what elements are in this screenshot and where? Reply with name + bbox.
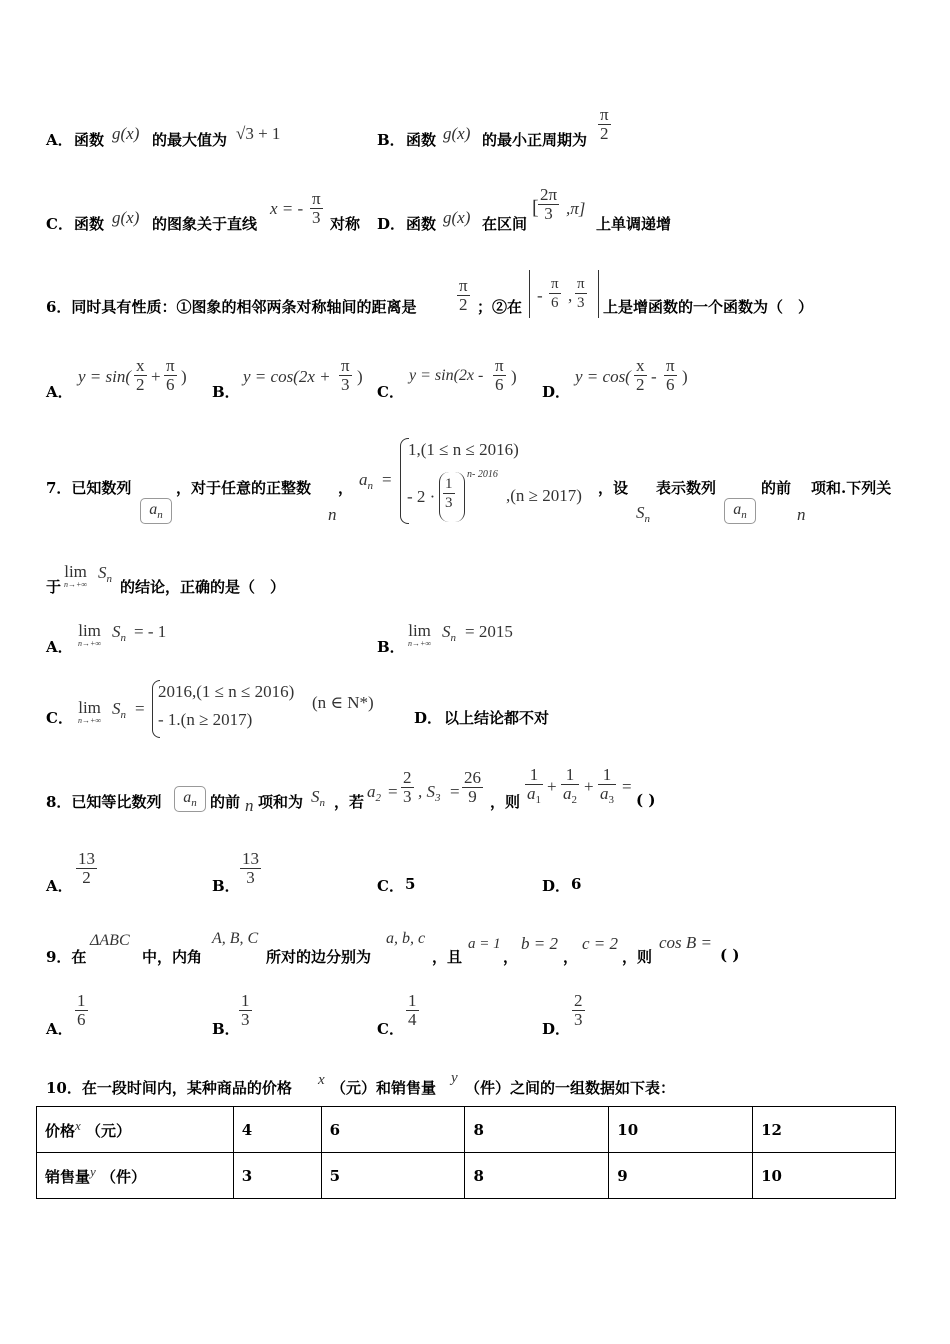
table-row — [37, 1153, 896, 1199]
q7-seq-set: $a_n$ — [140, 498, 172, 524]
q9-b: b = 2 — [521, 934, 558, 953]
q6-a-pre: y = sin( — [78, 367, 132, 386]
row-header-sales: 销售量$^y$ （件） — [37, 1153, 234, 1199]
table-cell: 8 — [465, 1153, 609, 1199]
q8-S3: , $S_3$ — [418, 782, 441, 804]
q9-b-frac: $\frac{1}{3}$ — [241, 991, 250, 1029]
q7-c-tail: (n ∈ N*) — [312, 693, 374, 712]
q7-c-label: C． — [46, 709, 73, 727]
q9-comma1: ， — [503, 948, 519, 966]
q8-n: n — [245, 796, 254, 815]
q8-c-text: 5 — [405, 875, 416, 893]
q8-eq2: = — [450, 782, 460, 801]
q8-plus2: + — [584, 777, 594, 796]
q8-c-label: C． — [377, 877, 404, 895]
q9-b-label: B． — [212, 1020, 240, 1038]
q7-n: n — [328, 505, 337, 524]
q8-frac1: $\frac{2}{3}$ — [403, 768, 412, 806]
q9-c-label: C． — [377, 1020, 404, 1038]
table-cell: 3 — [233, 1153, 321, 1199]
q6-a-op: + — [151, 367, 161, 386]
q8-S: $S_n$ — [311, 787, 325, 809]
q6-int-comma: , — [568, 286, 573, 305]
q7-text3: ，设 — [598, 479, 629, 497]
q7-case1: 1,(1 ≤ n ≤ 2016) — [408, 440, 519, 459]
q5-a-text2: 的最大值为 — [152, 131, 228, 149]
q6-a-post: ) — [181, 367, 187, 386]
q8-text5: ，则 — [490, 793, 521, 811]
q10-x: x — [318, 1072, 325, 1088]
q7-eq: = — [382, 470, 392, 489]
q7-d-label: D． — [414, 709, 443, 727]
table-cell: 6 — [321, 1107, 465, 1153]
q7-text5: 的前 — [761, 479, 792, 497]
q10-text1: 10．在一段时间内，某种商品的价格 — [46, 1079, 292, 1097]
q5-c-text2: 的图象关于直线 — [152, 215, 258, 233]
q5-b-gx: g(x) — [443, 124, 471, 143]
q5-c-text1: 函数 — [74, 215, 105, 233]
q7-text7: 于 — [46, 578, 62, 596]
q8-d-label: D． — [542, 877, 571, 895]
table-cell: 8 — [465, 1107, 609, 1153]
q7-a-val: = - 1 — [134, 622, 167, 641]
q5-d-gx: g(x) — [443, 208, 471, 227]
q9-text1: 9．在 — [46, 948, 87, 966]
q7-b-S: $S_n$ — [442, 622, 456, 644]
q6-text2: ；②在 — [477, 298, 523, 316]
q5-c-fraction: $\frac{\pi}{3}$ — [312, 189, 321, 227]
q9-text3: 所对的边分别为 — [266, 948, 372, 966]
q8-text6: ( ) — [636, 791, 656, 809]
q7-seq-set-2: $a_n$ — [724, 498, 756, 524]
q6-d-label: D． — [542, 383, 571, 401]
q6-text3: 上是增函数的一个函数为（ ） — [603, 298, 814, 316]
q5-d-text2: 在区间 — [482, 215, 528, 233]
q7-a-lim: lim n→+∞ — [78, 621, 102, 648]
q10-data-table — [36, 1106, 896, 1199]
q8-text1: 8．已知等比数列 — [46, 793, 162, 811]
q7-case2-exp: n- 2016 — [467, 469, 498, 480]
row-header-price: 价格$^x$ （元） — [37, 1107, 234, 1153]
table-cell: 10 — [609, 1107, 753, 1153]
q8-text4: ，若 — [334, 793, 365, 811]
q6-b-pre: y = cos(2x + — [243, 367, 331, 386]
q6-d-op: - — [651, 367, 657, 386]
q7-c-case1: 2016,(1 ≤ n ≤ 2016) — [158, 682, 295, 701]
q9-a-label: A． — [46, 1020, 73, 1038]
q8-d-text: 6 — [571, 875, 582, 893]
q5-a-label: A． — [46, 131, 73, 149]
q7-lim-S: $S_n$ — [98, 563, 112, 585]
q5-a-text1: 函数 — [74, 131, 105, 149]
table-cell: 9 — [609, 1153, 753, 1199]
q5-d-text3: 上单调递增 — [596, 215, 672, 233]
q7-case2b: ,(n ≥ 2017) — [506, 486, 582, 505]
q8-recip1: $\frac{1}{a_1}$ — [527, 765, 541, 806]
q8-eq1: = — [388, 782, 398, 801]
q7-an: $a_n$ — [359, 470, 373, 492]
q7-Sn: $S_n$ — [636, 503, 650, 525]
table-cell: 12 — [753, 1107, 896, 1153]
q9-comma2: ， — [563, 948, 579, 966]
q5-a-math: √3 + 1 — [236, 124, 281, 143]
q5-d-rest: ,π] — [566, 199, 586, 218]
q8-text3: 项和为 — [258, 793, 304, 811]
q5-d-label: D． — [377, 215, 406, 233]
q7-case2a: - 2 · — [407, 487, 436, 506]
q8-plus1: + — [547, 777, 557, 796]
q8-a-label: A． — [46, 877, 73, 895]
table-cell: 10 — [753, 1153, 896, 1199]
q5-c-label: C． — [46, 215, 73, 233]
q10-text2: （元）和销售量 — [331, 1079, 437, 1097]
q7-b-lim: lim n→+∞ — [408, 621, 432, 648]
q9-text4: ，且 — [432, 948, 463, 966]
q5-c-gx: g(x) — [112, 208, 140, 227]
q9-a-frac: $\frac{1}{6}$ — [77, 991, 86, 1029]
q8-recip2: $\frac{1}{a_2}$ — [563, 765, 577, 806]
q7-case2-frac: $\frac{1}{3}$ — [445, 476, 453, 511]
q5-d-text1: 函数 — [406, 215, 437, 233]
q6-d-frac2: $\frac{\pi}{6}$ — [666, 356, 675, 394]
q6-int-frac2: $\frac{\pi}{3}$ — [577, 276, 585, 311]
q6-c-label: C． — [377, 383, 404, 401]
q9-sides: a, b, c — [386, 930, 426, 947]
q9-text6: ( ) — [720, 946, 740, 964]
q6-fraction: $\frac{\pi}{2}$ — [459, 276, 468, 314]
q5-b-label: B． — [377, 131, 405, 149]
q7-c-case2: - 1.(n ≥ 2017) — [158, 710, 253, 729]
q5-c-text3: 对称 — [330, 215, 361, 233]
q5-b-text1: 函数 — [406, 131, 437, 149]
q6-d-pre: y = cos( — [575, 367, 631, 386]
q5-a-gx: g(x) — [112, 124, 140, 143]
q8-seq-set: $a_n$ — [174, 786, 206, 812]
q8-a-frac: $\frac{13}{2}$ — [78, 849, 95, 887]
q7-n-2: n — [797, 505, 806, 524]
q8-recip3: $\frac{1}{a_3}$ — [600, 765, 614, 806]
q6-b-label: B． — [212, 383, 240, 401]
q9-c: c = 2 — [582, 934, 619, 953]
q5-c-xeq: x = - — [270, 199, 304, 218]
q9-c-frac: $\frac{1}{4}$ — [408, 991, 417, 1029]
q7-text6: 项和.下列关 — [811, 479, 892, 497]
q7-a-S: $S_n$ — [112, 622, 126, 644]
q8-text2: 的前 — [210, 793, 241, 811]
q7-text4: 表示数列 — [656, 479, 717, 497]
q5-b-text2: 的最小正周期为 — [482, 131, 588, 149]
table-cell: 5 — [321, 1153, 465, 1199]
q8-eq3: = — [622, 777, 632, 796]
q7-lim: lim n→+∞ — [64, 562, 88, 589]
q9-cos: cos B = — [659, 933, 713, 952]
q5-d-lbracket: [ — [532, 197, 539, 219]
q5-d-fraction: $\frac{2\pi}{3}$ — [540, 185, 558, 223]
q6-a-frac1: $\frac{x}{2}$ — [136, 356, 145, 394]
q8-frac2: $\frac{26}{9}$ — [464, 768, 481, 806]
q7-text1: 7．已知数列 — [46, 479, 132, 497]
q6-int-frac1: $\frac{\pi}{6}$ — [551, 276, 559, 311]
q6-c-post: ) — [511, 367, 517, 386]
table-cell: 4 — [233, 1107, 321, 1153]
q7-c-lim: lim n→+∞ — [78, 698, 102, 725]
q6-b-post: ) — [357, 367, 363, 386]
q10-text3: （件）之间的一组数据如下表： — [465, 1079, 676, 1097]
q8-b-label: B． — [212, 877, 240, 895]
q9-d-frac: $\frac{2}{3}$ — [574, 991, 583, 1029]
q6-d-post: ) — [682, 367, 688, 386]
q9-text2: 中，内角 — [142, 948, 203, 966]
q7-b-label: B． — [377, 638, 405, 656]
q7-d-text: 以上结论都不对 — [444, 709, 550, 727]
q6-d-frac1: $\frac{x}{2}$ — [636, 356, 645, 394]
q10-y: y — [451, 1070, 458, 1086]
q5-b-fraction: $\frac{\pi}{2}$ — [600, 105, 609, 143]
q6-a-frac2: $\frac{\pi}{6}$ — [166, 356, 175, 394]
q9-angles: A, B, C — [212, 930, 259, 947]
q9-a: a = 1 — [468, 936, 501, 952]
q7-c-S: $S_n$ — [112, 699, 126, 721]
q6-int-minus: - — [537, 286, 543, 305]
q9-tri: ΔABC — [90, 932, 130, 949]
q7-a-label: A． — [46, 638, 73, 656]
q9-text5: ，则 — [622, 948, 653, 966]
table-row — [37, 1107, 896, 1153]
q7-comma: ， — [338, 479, 354, 497]
q7-text8: 的结论，正确的是（ ） — [120, 578, 286, 596]
q6-text1: 6．同时具有性质：①图象的相邻两条对称轴间的距离是 — [46, 298, 417, 316]
q6-a-label: A． — [46, 383, 73, 401]
q7-text2: ，对于任意的正整数 — [176, 479, 312, 497]
q8-b-frac: $\frac{13}{3}$ — [242, 849, 259, 887]
q7-b-val: = 2015 — [465, 622, 513, 641]
q6-b-frac1: $\frac{\pi}{3}$ — [341, 356, 350, 394]
q7-c-eq: = — [135, 699, 145, 718]
q8-a2: $a_2$ — [367, 782, 381, 804]
q9-d-label: D． — [542, 1020, 571, 1038]
q6-c-frac1: $\frac{\pi}{6}$ — [495, 356, 504, 394]
q6-c-pre: y = sin(2x - — [409, 367, 484, 384]
